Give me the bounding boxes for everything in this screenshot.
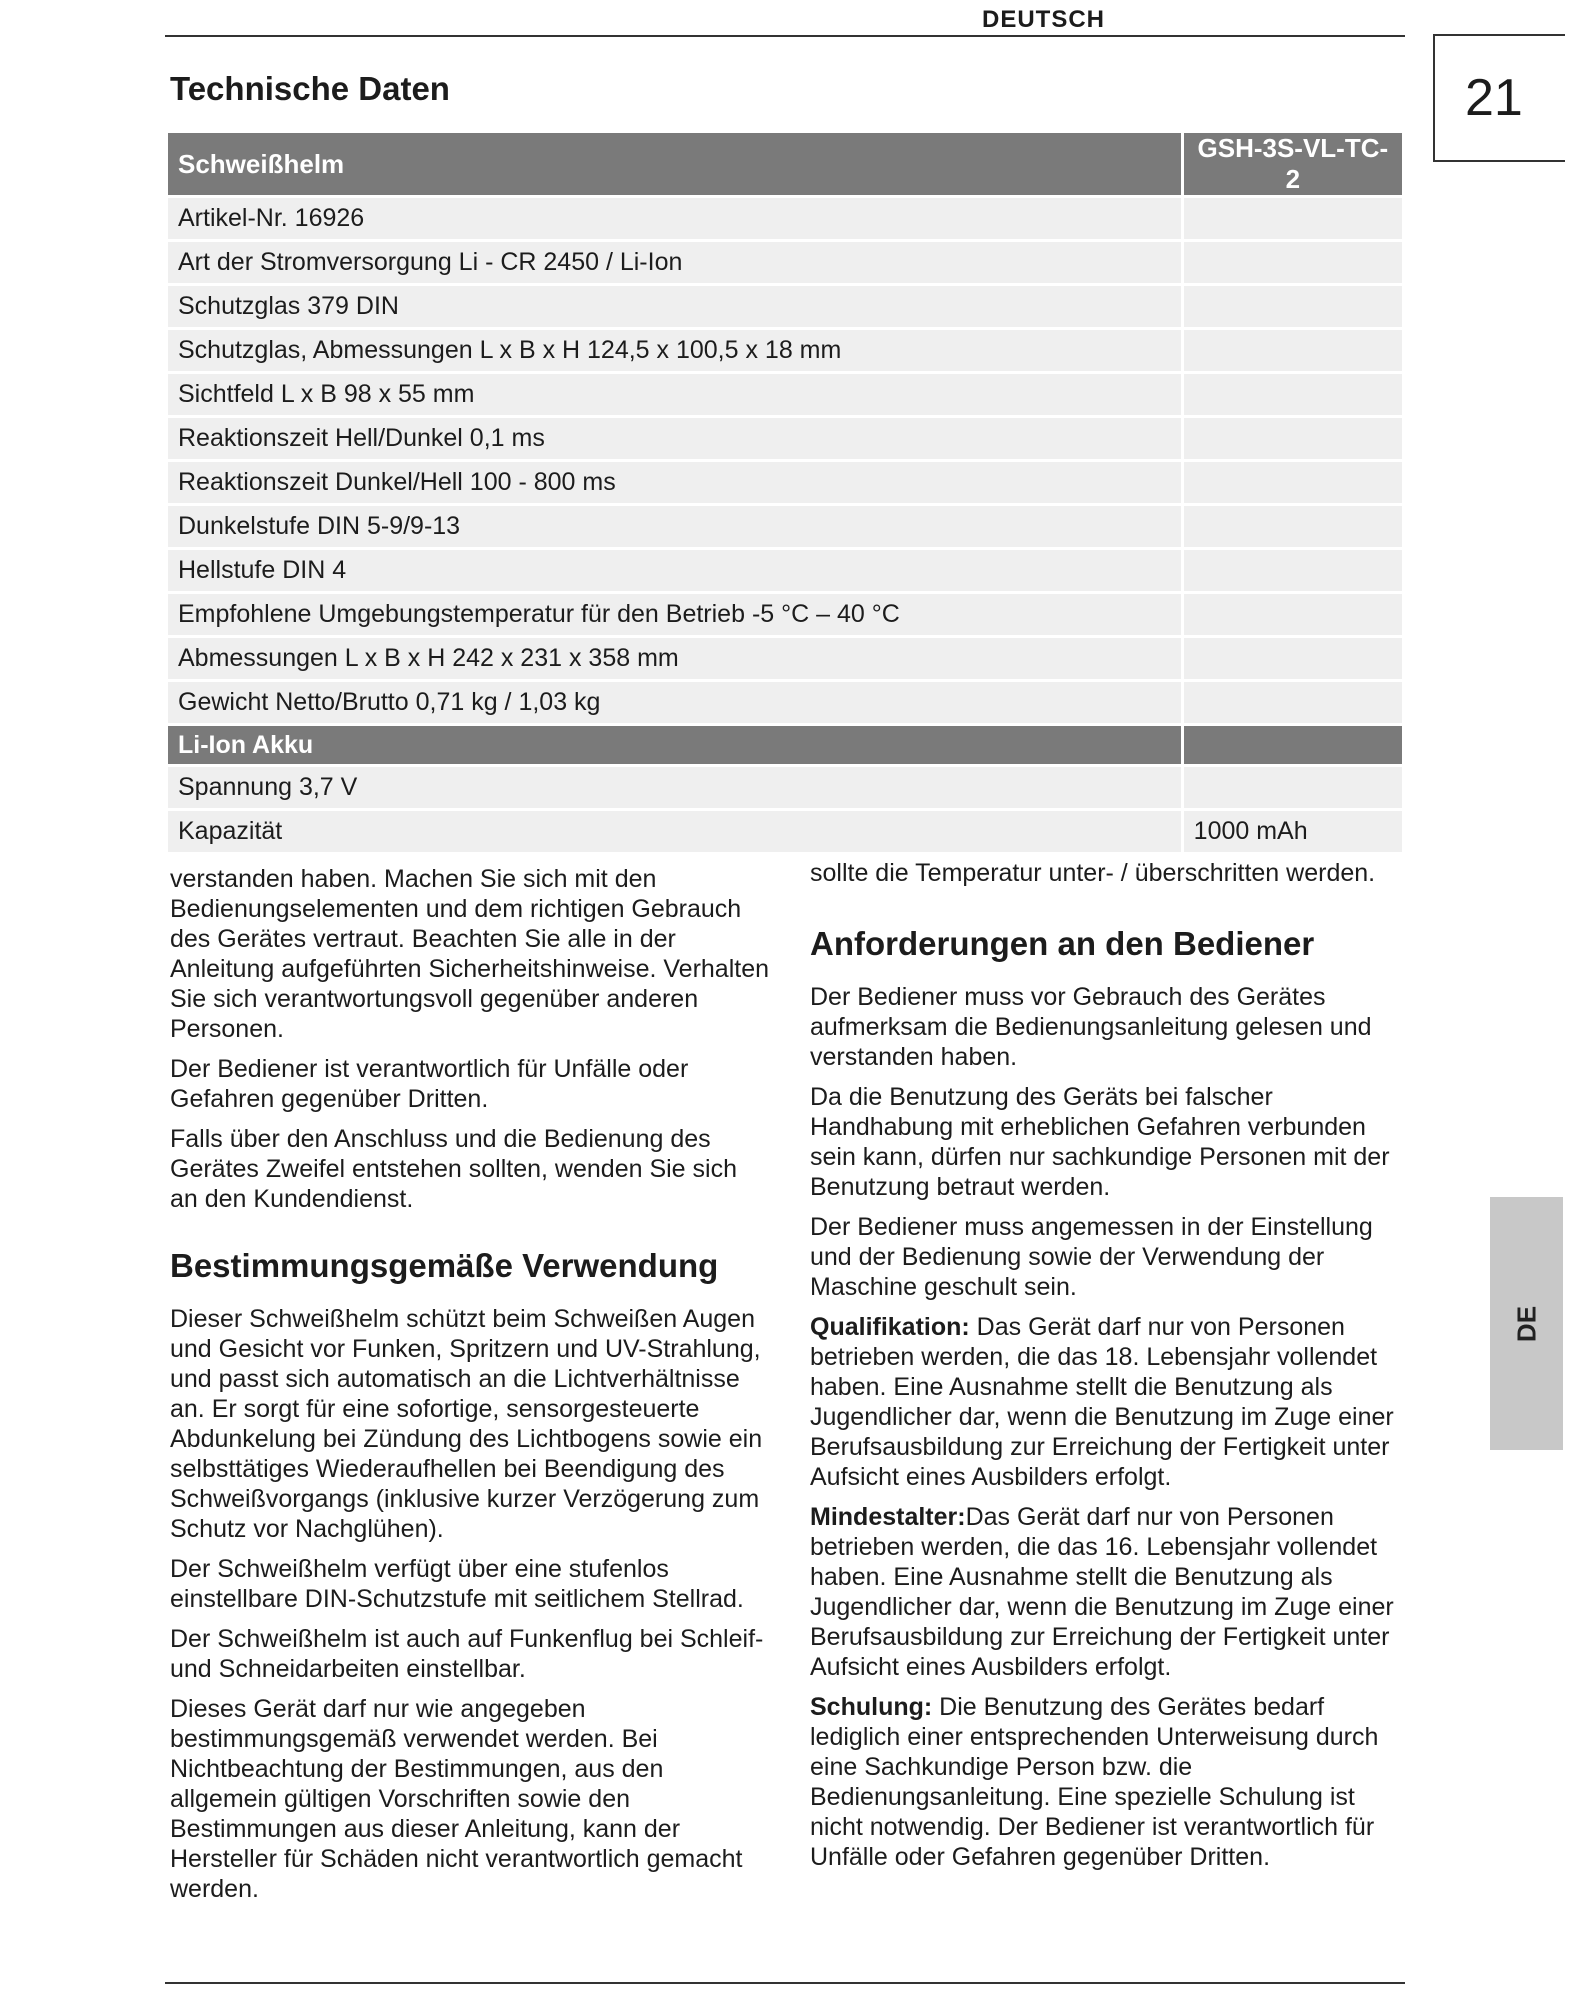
spec-label: Empfohlene Umgebungstemperatur für den Betrieb -5 °C – 40 °C [168, 594, 1181, 635]
spec-label: Art der Stromversorgung Li - CR 2450 / Li-Ion [168, 242, 1181, 283]
spec-label: Schutzglas 379 DIN [168, 286, 1181, 327]
heading-intended-use: Bestimmungsgemäße Verwendung [170, 1247, 719, 1284]
spec-value [1181, 198, 1402, 239]
spec-table [168, 130, 1402, 855]
table-row [168, 374, 1402, 415]
spec-subheader [168, 726, 1402, 764]
table-row [168, 811, 1402, 852]
spec-value [1181, 242, 1402, 283]
qualification-text: Das Gerät darf nur von Personen betrieben werden, die das 18. Lebensjahr vollendet haben. Eine Ausnahme stellt die Benutzung als Jugendlicher dar, wenn die Benutzung im Zuge einer Berufsausbildung zur Erreichung der Fertigkeit unter Aufsicht eines Ausbilders erfolgt. [810, 1313, 1394, 1491]
spec-value [1181, 767, 1402, 808]
spec-header-model: GSH-3S-VL-TC-2 [1181, 133, 1402, 195]
paragraph: Der Bediener muss angemessen in der Einstellung und der Bedienung sowie der Verwendung der Maschine geschult sein. [810, 1213, 1373, 1301]
spec-header-label: Schweißhelm [168, 133, 1181, 195]
spec-label: Dunkelstufe DIN 5-9/9-13 [168, 506, 1181, 547]
spec-label: Schutzglas, Abmessungen L x B x H 124,5 x 100,5 x 18 mm [168, 330, 1181, 371]
spec-label: Sichtfeld L x B 98 x 55 mm [168, 374, 1181, 415]
paragraph: Da die Benutzung des Geräts bei falscher Handhabung mit erheblichen Gefahren verbunden sein kann, dürfen nur sachkundige Personen mit der Benutzung betraut werden. [810, 1083, 1390, 1201]
spec-value [1181, 462, 1402, 503]
language-label: DEUTSCH [981, 6, 1105, 33]
spec-value [1181, 550, 1402, 591]
spec-value [1181, 638, 1402, 679]
table-row [168, 682, 1402, 723]
training-label: Schulung: [810, 1693, 933, 1721]
paragraph: Der Bediener muss vor Gebrauch des Gerätes aufmerksam die Bedienungsanleitung gelesen und verstanden haben. [810, 983, 1372, 1071]
spec-label: Kapazität [168, 811, 1181, 852]
min-age-label: Mindestalter: [810, 1503, 966, 1531]
paragraph-qualification [810, 1312, 1410, 1492]
table-row [168, 767, 1402, 808]
spec-label: Hellstufe DIN 4 [168, 550, 1181, 591]
table-row [168, 198, 1402, 239]
table-row [168, 286, 1402, 327]
spec-value [1181, 286, 1402, 327]
spec-label: Artikel-Nr. 16926 [168, 198, 1181, 239]
training-text: Die Benutzung des Gerätes bedarf lediglich einer entsprechenden Unterweisung durch eine Sachkundige Person bzw. die Bedienungsanleitung. Eine spezielle Schulung ist nicht notwendig. Der Bediener ist verantwortlich für Unfälle oder Gefahren gegenüber Dritten. [810, 1693, 1379, 1871]
spec-value [1181, 594, 1402, 635]
spec-value [1181, 374, 1402, 415]
section-title: Technische Daten [170, 70, 450, 107]
paragraph: verstanden haben. Machen Sie sich mit den Bedienungselementen und dem richtigen Gebrauch des Gerätes vertraut. Beachten Sie alle in der Anleitung aufgeführten Sicherheitshinweise. Verhalten Sie sich verantwortungsvoll gegenüber anderen Personen. [170, 865, 770, 1043]
spec-subheader-blank [1181, 726, 1402, 764]
spec-subheader-label: Li-Ion Akku [168, 726, 1181, 764]
right-column [810, 858, 1410, 1882]
table-row [168, 506, 1402, 547]
spec-value [1181, 506, 1402, 547]
paragraph: Dieses Gerät darf nur wie angegeben bestimmungsgemäß verwendet werden. Bei Nichtbeachtung der Bestimmungen, aus den allgemein gültigen Vorschriften sowie den Bestimmungen aus dieser Anleitung, kann der Hersteller für Schäden nicht verantwortlich gemacht werden. [170, 1695, 743, 1903]
spec-value [1181, 418, 1402, 459]
paragraph: sollte die Temperatur unter- / überschritten werden. [810, 859, 1376, 887]
spec-label: Spannung 3,7 V [168, 767, 1181, 808]
table-row [168, 330, 1402, 371]
paragraph: Der Schweißhelm verfügt über eine stufenlos einstellbare DIN-Schutzstufe mit seitlichem Stellrad. [170, 1555, 744, 1613]
spec-value [1181, 682, 1402, 723]
table-row [168, 638, 1402, 679]
spec-table-header [168, 133, 1402, 195]
table-row [168, 594, 1402, 635]
page-number: 21 [1465, 69, 1523, 127]
table-row [168, 462, 1402, 503]
spec-value [1181, 330, 1402, 371]
min-age-text: Das Gerät darf nur von Personen betrieben werden, die das 16. Lebensjahr vollendet haben. Eine Ausnahme stellt die Benutzung als Jugendlicher dar, wenn die Benutzung im Zuge einer Berufsausbildung zur Erreichung der Fertigkeit unter Aufsicht eines Ausbilders erfolgt. [810, 1503, 1394, 1681]
paragraph: Der Schweißhelm ist auch auf Funkenflug bei Schleif- und Schneidarbeiten einstellbar. [170, 1625, 764, 1683]
spec-value: 1000 mAh [1181, 811, 1402, 852]
side-tab-label: DE [1511, 1305, 1541, 1342]
paragraph: Dieser Schweißhelm schützt beim Schweißen Augen und Gesicht vor Funken, Spritzern und UV-Strahlung, und passt sich automatisch an die Lichtverhältnisse an. Er sorgt für eine sofortige, sensorgesteuerte Abdunkelung bei Zündung des Lichtbogens sowie ein selbsttätiges Wiederaufhellen bei Beendigung des Schweißvorgangs (inklusive kurzer Verzögerung zum Schutz vor Nachglühen). [170, 1305, 763, 1543]
spec-label: Reaktionszeit Hell/Dunkel 0,1 ms [168, 418, 1181, 459]
spec-label: Reaktionszeit Dunkel/Hell 100 - 800 ms [168, 462, 1181, 503]
table-row [168, 550, 1402, 591]
spec-label: Gewicht Netto/Brutto 0,71 kg / 1,03 kg [168, 682, 1181, 723]
paragraph: Falls über den Anschluss und die Bedienung des Gerätes Zweifel entstehen sollten, wenden Sie sich an den Kundendienst. [170, 1125, 737, 1213]
heading-operator-requirements: Anforderungen an den Bediener [810, 925, 1315, 962]
paragraph-training [810, 1692, 1410, 1872]
spec-label: Abmessungen L x B x H 242 x 231 x 358 mm [168, 638, 1181, 679]
top-divider [165, 35, 1405, 37]
table-row [168, 418, 1402, 459]
bottom-divider [165, 1982, 1405, 1984]
paragraph-min-age [810, 1502, 1410, 1682]
paragraph: Der Bediener ist verantwortlich für Unfälle oder Gefahren gegenüber Dritten. [170, 1055, 689, 1113]
left-column [170, 864, 770, 1914]
language-side-tab [1490, 1197, 1563, 1450]
table-row [168, 242, 1402, 283]
qualification-label: Qualifikation: [810, 1313, 970, 1341]
